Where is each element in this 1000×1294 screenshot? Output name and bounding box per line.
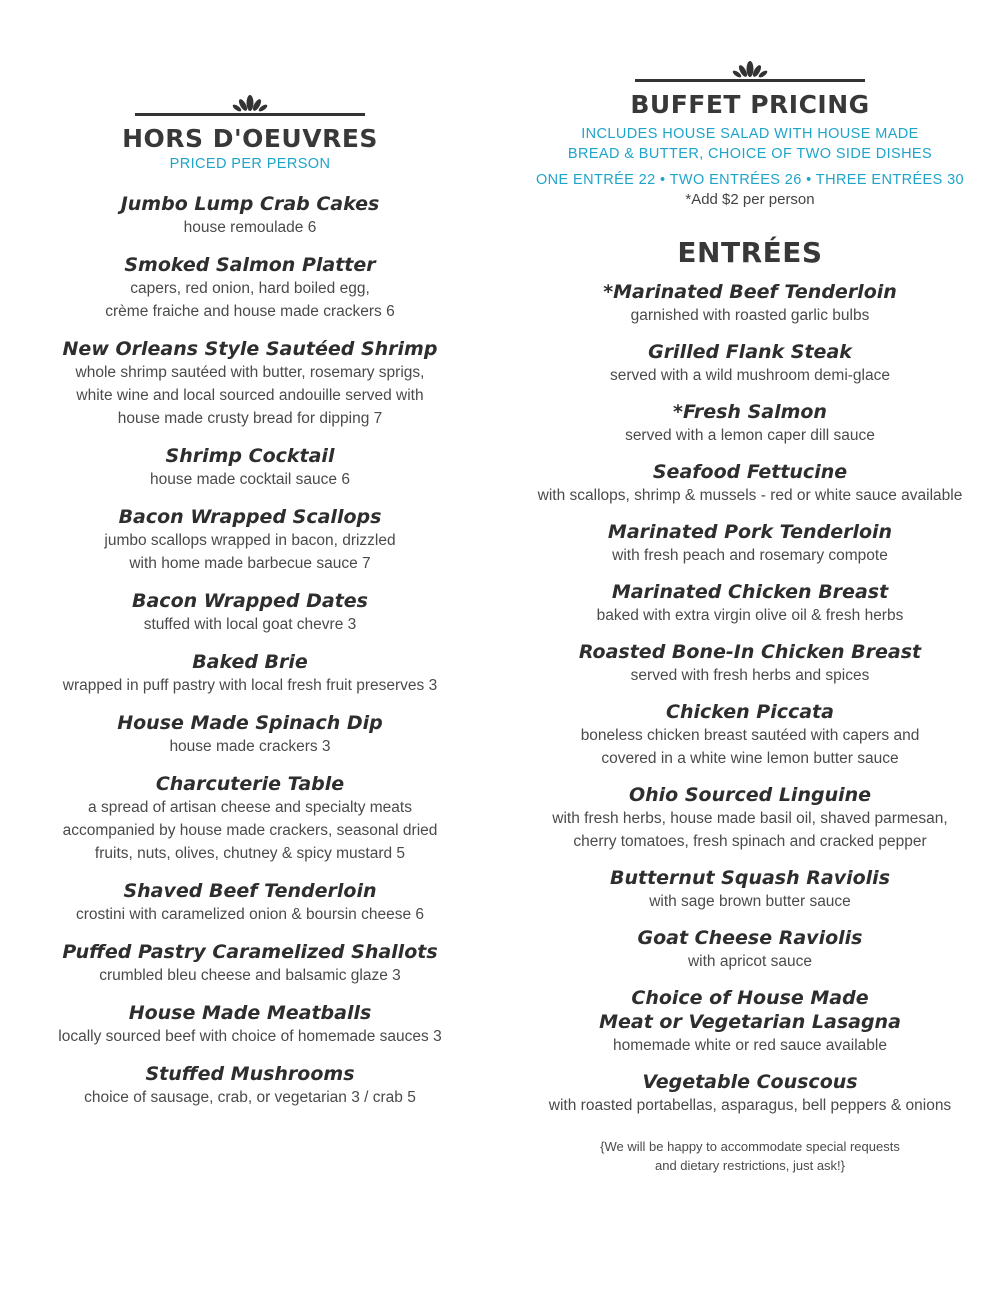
menu-item-name: Grilled Flank Steak [648,341,852,363]
menu-item [530,986,970,1057]
menu-item [50,879,450,926]
menu-item-name: Charcuterie Table [155,773,345,795]
menu-item-name: Baked Brie [192,651,308,673]
buffet-includes-line1: INCLUDES HOUSE SALAD WITH HOUSE MADE [581,126,919,142]
menu-item [50,253,450,323]
menu-item-name: Stuffed Mushrooms [145,1063,355,1085]
menu-item-description: stuffed with local goat chevre 3 [143,616,357,633]
menu-item-description: a spread of artisan cheese and specialty meats accompanied by house made crackers, seasonal dried fruits, nuts, olives, chutney & spicy mustard 5 [62,799,438,862]
menu-item [50,772,450,865]
menu-item-description: served with a lemon caper dill sauce [625,427,875,444]
hors-doeuvres-list [50,192,450,1109]
menu-item [50,650,450,697]
menu-item [50,192,450,239]
menu-item-name: Seafood Fettucine [652,461,848,483]
menu-item-name: Shaved Beef Tenderloin [123,880,377,902]
menu-item-name: New Orleans Style Sautéed Shrimp [62,338,438,360]
menu-item-name: Marinated Chicken Breast [611,581,889,603]
menu-item [530,340,970,387]
menu-item-description: garnished with roasted garlic bulbs [630,307,870,324]
menu-item-description: house made crackers 3 [169,738,331,755]
menu-item [50,444,450,491]
menu-item [50,589,450,636]
lotus-ornament-icon [135,92,365,118]
menu-item [50,1001,450,1048]
buffet-pricing-title: BUFFET PRICING [630,90,870,119]
menu-item [530,520,970,567]
menu-item-name: House Made Meatballs [128,1002,372,1024]
menu-item-description: with fresh peach and rosemary compote [612,547,888,564]
menu-item-name: Roasted Bone-In Chicken Breast [578,641,922,663]
menu-item-description: whole shrimp sautéed with butter, rosemary sprigs, white wine and local sourced andouille served with house made crusty bread for dipping 7 [75,364,425,427]
menu-item [50,1062,450,1109]
menu-item [530,866,970,913]
menu-item-name: Bacon Wrapped Dates [132,590,368,612]
hors-doeuvres-subtitle: PRICED PER PERSON [169,156,331,172]
footer-note: {We will be happy to accommodate special requests and dietary restrictions, just ask!} [600,1139,900,1173]
menu-item [50,337,450,430]
menu-item [530,640,970,687]
buffet-includes-line2: BREAD & BUTTER, CHOICE OF TWO SIDE DISHES [567,146,933,162]
buffet-add-note: *Add $2 per person [685,191,815,208]
menu-item-description: crostini with caramelized onion & boursin cheese 6 [75,906,425,923]
menu-item-description: with apricot sauce [687,953,813,970]
menu-item-name: Choice of House Made Meat or Vegetarian Lasagna [599,987,901,1033]
menu-item-name: Ohio Sourced Linguine [628,784,872,806]
menu-item-description: locally sourced beef with choice of homemade sauces 3 [58,1028,442,1045]
buffet-pricing-tiers: ONE ENTRÉE 22 • TWO ENTRÉES 26 • THREE ENTRÉES 30 [535,172,965,188]
menu-item [530,700,970,770]
menu-item-description: baked with extra virgin olive oil & fresh herbs [596,607,904,624]
menu-item-description: house remoulade 6 [183,219,317,236]
menu-item-name: Puffed Pastry Caramelized Shallots [62,941,438,963]
menu-item [50,940,450,987]
entrees-list [530,280,970,1117]
menu-item [530,926,970,973]
buffet-section [530,58,970,1175]
menu-item-description: jumbo scallops wrapped in bacon, drizzled with home made barbecue sauce 7 [104,532,396,572]
menu-item-name: Chicken Piccata [666,701,834,723]
menu-item-name: Smoked Salmon Platter [124,254,376,276]
hors-doeuvres-section [50,92,450,1109]
menu-item [530,580,970,627]
menu-item-description: with sage brown butter sauce [649,893,851,910]
menu-item [50,711,450,758]
lotus-ornament-icon [635,58,865,84]
menu-item-description: wrapped in puff pastry with local fresh fruit preserves 3 [62,677,438,694]
entrees-title: ENTRÉES [677,236,823,269]
menu-item-name: Bacon Wrapped Scallops [118,506,382,528]
menu-item-name: *Marinated Beef Tenderloin [603,281,897,303]
menu-item-name: House Made Spinach Dip [117,712,383,734]
menu-item-description: with fresh herbs, house made basil oil, shaved parmesan, cherry tomatoes, fresh spinach and cracked pepper [552,810,948,850]
menu-item [530,783,970,853]
menu-item-description: house made cocktail sauce 6 [150,471,350,488]
menu-item-description: with roasted portabellas, asparagus, bell peppers & onions [548,1097,952,1114]
menu-item-description: boneless chicken breast sautéed with capers and covered in a white wine lemon butter sauce [580,727,920,767]
menu-item [530,400,970,447]
hors-doeuvres-title: HORS D'OEUVRES [122,124,378,153]
menu-item-description: with scallops, shrimp & mussels - red or white sauce available [537,487,963,504]
menu-item-name: *Fresh Salmon [673,401,827,423]
menu-item-description: choice of sausage, crab, or vegetarian 3 / crab 5 [84,1089,416,1106]
menu-item-name: Jumbo Lump Crab Cakes [120,193,380,215]
menu-item-description: capers, red onion, hard boiled egg, crème fraiche and house made crackers 6 [105,280,395,320]
menu-item-name: Butternut Squash Raviolis [610,867,890,889]
menu-item-name: Shrimp Cocktail [165,445,335,467]
menu-item-description: served with a wild mushroom demi-glace [610,367,890,384]
menu-item [530,280,970,327]
menu-item-name: Marinated Pork Tenderloin [607,521,893,543]
menu-item-description: served with fresh herbs and spices [630,667,870,684]
menu-item [50,505,450,575]
menu-item-name: Vegetable Couscous [642,1071,858,1093]
menu-item-name: Goat Cheese Raviolis [637,927,863,949]
menu-item [530,1070,970,1117]
menu-item [530,460,970,507]
menu-item-description: homemade white or red sauce available [613,1037,887,1054]
menu-item-description: crumbled bleu cheese and balsamic glaze 3 [99,967,401,984]
